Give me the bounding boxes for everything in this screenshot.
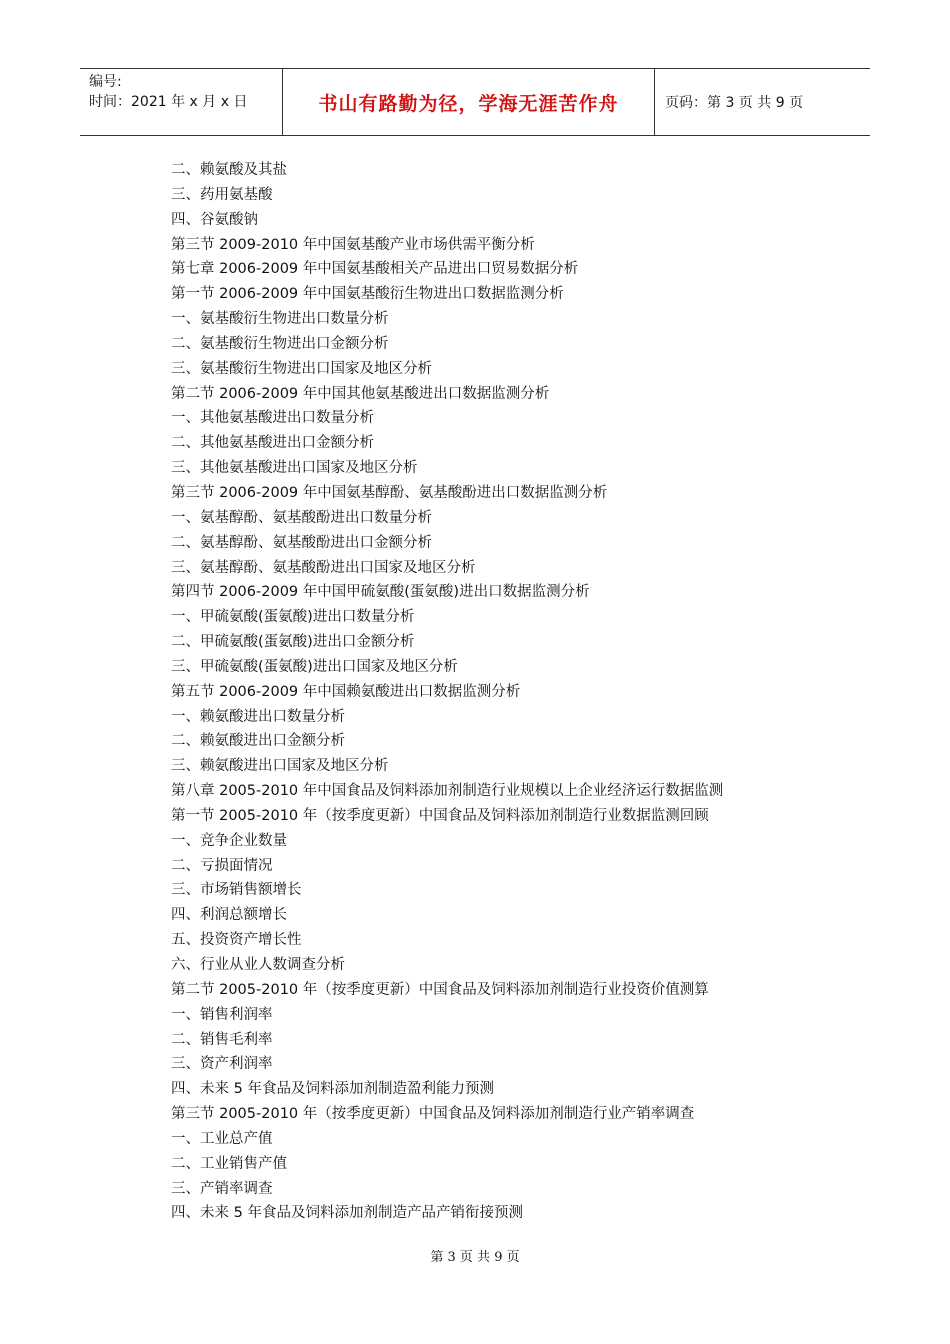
toc-line: 第四节 2006-2009 年中国甲硫氨酸(蛋氨酸)进出口数据监测分析	[171, 584, 590, 601]
toc-line: 第一节 2006-2009 年中国氨基酸衍生物进出口数据监测分析	[171, 286, 564, 303]
toc-line: 六、行业从业人数调查分析	[171, 957, 345, 973]
toc-line: 三、其他氨基酸进出口国家及地区分析	[171, 460, 418, 477]
toc-line: 二、工业销售产值	[171, 1155, 287, 1172]
toc-line: 二、销售毛利率	[171, 1031, 273, 1048]
toc-line: 第二节 2005-2010 年（按季度更新）中国食品及饲料添加剂制造行业投资价值测算	[171, 981, 709, 998]
page-footer	[0, 1246, 950, 1265]
toc-line: 第五节 2006-2009 年中国赖氨酸进出口数据监测分析	[171, 683, 521, 700]
toc-line: 二、其他氨基酸进出口金额分析	[171, 435, 374, 452]
toc-line: 三、市场销售额增长	[171, 882, 302, 899]
footer-page-label: 第 3 页 共 9 页	[430, 1250, 520, 1265]
toc-line: 三、氨基醇酚、氨基酸酚进出口国家及地区分析	[171, 559, 476, 576]
header-page-label: 页码：第 3 页 共 9 页	[665, 95, 804, 111]
toc-line: 三、甲硫氨酸(蛋氨酸)进出口国家及地区分析	[171, 658, 458, 675]
toc-line: 一、氨基酸衍生物进出口数量分析	[171, 311, 389, 328]
toc-line: 一、竞争企业数量	[171, 832, 287, 849]
toc-line: 第三节 2009-2010 年中国氨基酸产业市场供需平衡分析	[171, 236, 535, 253]
toc-line: 一、赖氨酸进出口数量分析	[171, 708, 345, 725]
toc-line: 三、产销率调查	[171, 1180, 273, 1197]
toc-line: 二、氨基酸衍生物进出口金额分析	[171, 335, 389, 352]
toc-line: 第二节 2006-2009 年中国其他氨基酸进出口数据监测分析	[171, 385, 550, 402]
toc-line: 四、未来 5 年食品及饲料添加剂制造盈利能力预测	[171, 1081, 494, 1098]
motto: 书山有路勤为径，学海无涯苦作舟	[318, 92, 619, 115]
header-motto-cell	[282, 69, 655, 135]
toc-line: 三、资产利润率	[171, 1056, 273, 1073]
toc-line: 四、未来 5 年食品及饲料添加剂制造产品产销衔接预测	[171, 1205, 523, 1222]
time-label: 时间：2021 年 x 月 x 日	[89, 94, 248, 110]
toc-line: 三、赖氨酸进出口国家及地区分析	[171, 758, 389, 775]
toc-line: 第八章 2005-2010 年中国食品及饲料添加剂制造行业规模以上企业经济运行数据监测	[171, 783, 724, 800]
toc-line: 一、工业总产值	[171, 1130, 273, 1147]
toc-line: 四、谷氨酸钠	[171, 211, 258, 228]
toc-line: 第七章 2006-2009 年中国氨基酸相关产品进出口贸易数据分析	[171, 261, 579, 278]
header-page-cell	[655, 69, 870, 135]
toc-line: 第一节 2005-2010 年（按季度更新）中国食品及饲料添加剂制造行业数据监测回顾	[171, 807, 709, 824]
toc-line: 二、甲硫氨酸(蛋氨酸)进出口金额分析	[171, 634, 415, 651]
toc-line: 第三节 2005-2010 年（按季度更新）中国食品及饲料添加剂制造行业产销率调查	[171, 1106, 695, 1123]
toc-line: 一、其他氨基酸进出口数量分析	[171, 410, 374, 427]
toc-line: 五、投资资产增长性	[171, 932, 302, 949]
toc-line: 二、赖氨酸进出口金额分析	[171, 733, 345, 750]
table-of-contents	[171, 158, 871, 1226]
toc-line: 一、甲硫氨酸(蛋氨酸)进出口数量分析	[171, 609, 415, 626]
toc-line: 四、利润总额增长	[171, 907, 287, 924]
toc-line: 一、销售利润率	[171, 1006, 273, 1023]
page-header	[80, 68, 870, 136]
toc-line: 二、亏损面情况	[171, 857, 273, 874]
toc-line: 第三节 2006-2009 年中国氨基醇酚、氨基酸酚进出口数据监测分析	[171, 484, 608, 501]
toc-line: 二、赖氨酸及其盐	[171, 162, 287, 178]
toc-line: 三、药用氨基酸	[171, 186, 273, 203]
number-label: 编号:	[89, 74, 122, 90]
header-meta	[80, 69, 282, 135]
toc-line: 一、氨基醇酚、氨基酸酚进出口数量分析	[171, 509, 432, 526]
toc-line: 二、氨基醇酚、氨基酸酚进出口金额分析	[171, 534, 432, 551]
toc-line: 三、氨基酸衍生物进出口国家及地区分析	[171, 360, 432, 377]
